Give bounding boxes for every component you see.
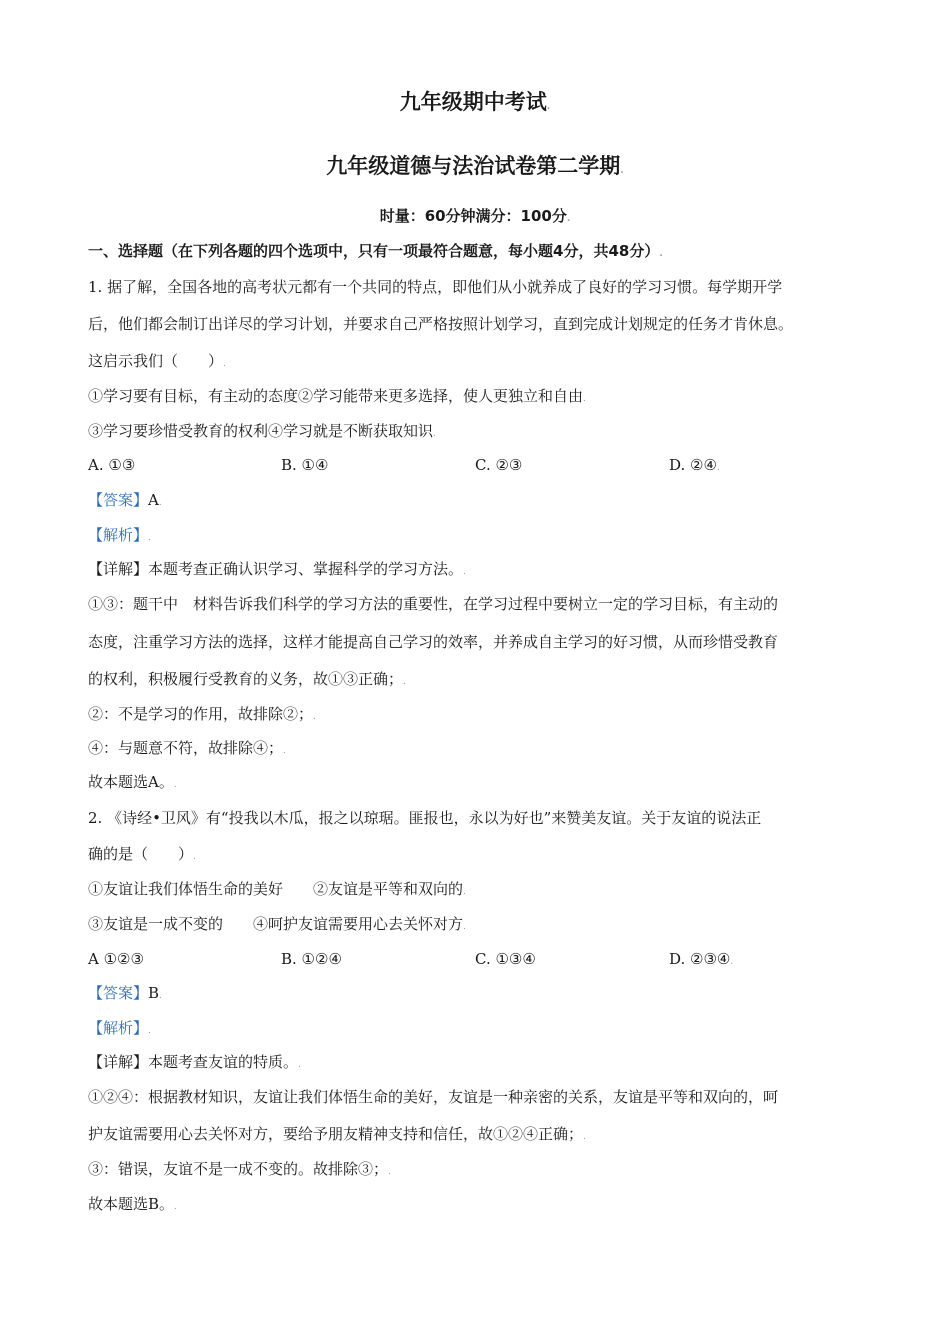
exam-subtitle: 九年级道德与法治试卷第二学期. [326, 154, 624, 178]
q2-stem-line1: 2. 《诗经•卫风》有“投我以木瓜，报之以琼琚。匪报也，永以为好也”来赞美友谊。关于友谊的说法正 [88, 809, 762, 827]
q2-stem-line2: 确的是（ ）. [88, 845, 196, 863]
q2-analysis-heading: 【解析】. [88, 1019, 151, 1037]
q1-option-b[interactable]: B. ①④ [281, 456, 329, 474]
q2-statement-2: ③友谊是一成不变的 ④呵护友谊需要用心去关怀对方. [88, 915, 466, 933]
q2-detail: 【详解】本题考查友谊的特质。. [88, 1053, 301, 1071]
q1-stem-line3: 这启示我们（ ）. [88, 352, 226, 370]
q1-conclusion: 故本题选A。. [88, 773, 177, 791]
q2-explanation-line1: ①②④：根据教材知识，友谊让我们体悟生命的美好，友谊是一种亲密的关系，友谊是平等和双向的，呵 [88, 1088, 779, 1106]
q2-conclusion: 故本题选B。. [88, 1195, 177, 1213]
q1-explanation-line5: ④：与题意不符，故排除④；. [88, 739, 286, 757]
q1-option-d[interactable]: D. ②④. [669, 456, 720, 474]
q1-detail: 【详解】本题考查正确认识学习、掌握科学的学习方法。. [88, 560, 466, 578]
exam-meta: 时量：60分钟满分：100分. [379, 207, 571, 225]
q1-explanation-line3: 的权利，积极履行受教育的义务，故①③正确；. [88, 670, 406, 688]
q2-option-b[interactable]: B. ①②④ [281, 950, 342, 968]
q2-statement-1: ①友谊让我们体悟生命的美好 ②友谊是平等和双向的. [88, 880, 466, 898]
exam-title: 九年级期中考试. [399, 90, 551, 114]
q2-option-d[interactable]: D. ②③④. [669, 950, 734, 968]
q1-answer: 【答案】A. [88, 491, 162, 509]
q1-explanation-line2: 态度，注重学习方法的选择，这样才能提高自己学习的效率，并养成自主学习的好习惯，从而珍惜受教育 [88, 633, 779, 651]
q1-explanation-line1: ①③：题干中 材料告诉我们科学的学习方法的重要性，在学习过程中要树立一定的学习目标，有主动的 [88, 595, 779, 613]
q2-option-a[interactable]: A ①②③ [88, 950, 144, 968]
q1-stem-line1: 1. 据了解，全国各地的高考状元都有一个共同的特点，即他们从小就养成了良好的学习习惯。每学期开学 [88, 278, 783, 296]
q2-answer: 【答案】B. [88, 984, 162, 1002]
q1-stem-line2: 后，他们都会制订出详尽的学习计划，并要求自己严格按照计划学习，直到完成计划规定的任务才肯休息。 [88, 315, 794, 333]
q1-analysis-heading: 【解析】. [88, 526, 151, 544]
section-heading: 一、选择题（在下列各题的四个选项中，只有一项最符合题意，每小题4分，共48分）. [88, 242, 663, 260]
q1-statement-1: ①学习要有目标，有主动的态度②学习能带来更多选择，使人更独立和自由. [88, 387, 586, 405]
q1-option-a[interactable]: A. ①③ [88, 456, 136, 474]
q1-option-c[interactable]: C. ②③ [475, 456, 523, 474]
q1-statement-2: ③学习要珍惜受教育的权利④学习就是不断获取知识. [88, 422, 436, 440]
q1-explanation-line4: ②：不是学习的作用，故排除②；. [88, 705, 316, 723]
q2-option-c[interactable]: C. ①③④ [475, 950, 536, 968]
q2-explanation-line2: 护友谊需要用心去关怀对方，要给予朋友精神支持和信任，故①②④正确；. [88, 1125, 586, 1143]
q2-explanation-line3: ③：错误，友谊不是一成不变的。故排除③；. [88, 1160, 391, 1178]
